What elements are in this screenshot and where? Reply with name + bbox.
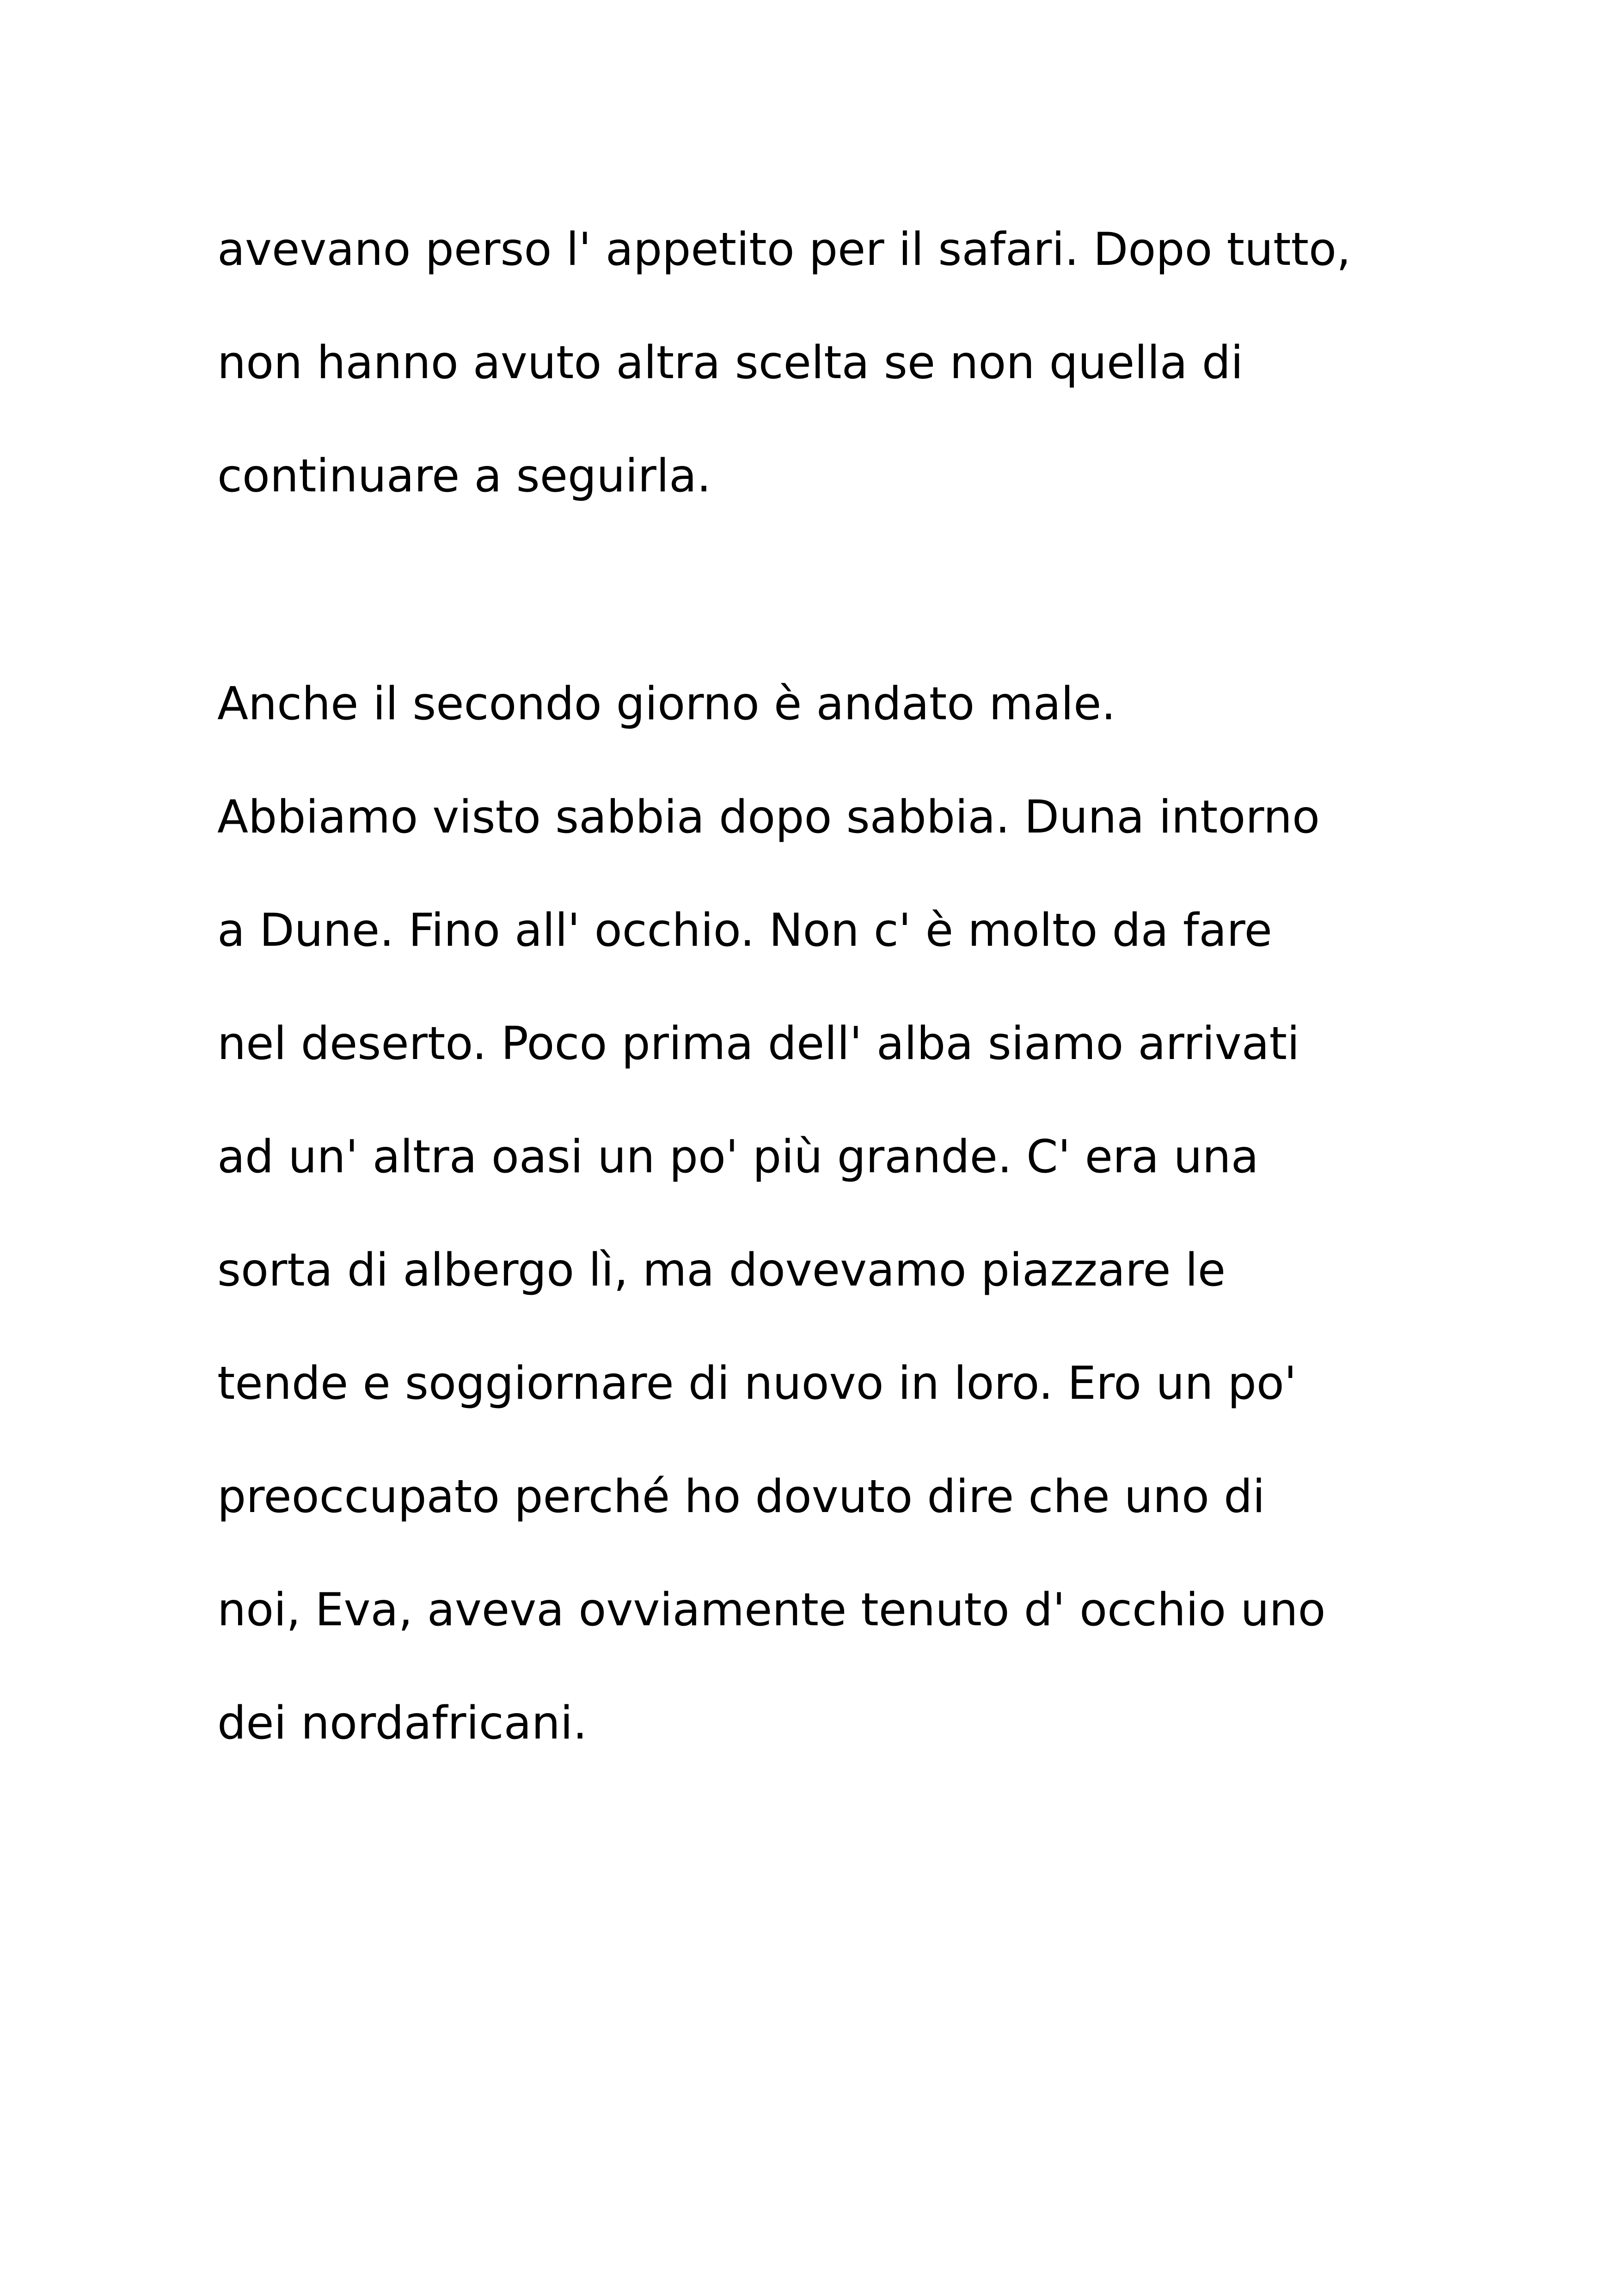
text-line: tende e soggiornare di nuovo in loro. Ero un po' bbox=[217, 1357, 1297, 1410]
text-line: Anche il secondo giorno è andato male. bbox=[217, 678, 1116, 730]
text-line: dei nordafricani. bbox=[217, 1697, 588, 1750]
text-line: avevano perso l' appetito per il safari. Dopo tutto, bbox=[217, 223, 1351, 276]
text-line: a Dune. Fino all' occhio. Non c' è molto da fare bbox=[217, 904, 1272, 957]
text-line: noi, Eva, aveva ovviamente tenuto d' occhio uno bbox=[217, 1584, 1326, 1636]
text-line: ad un' altra oasi un po' più grande. C' era una bbox=[217, 1131, 1259, 1183]
text-line: nel deserto. Poco prima dell' alba siamo arrivati bbox=[217, 1017, 1300, 1070]
text-line: non hanno avuto altra scelta se non quella di bbox=[217, 337, 1244, 389]
text-line: continuare a seguirla. bbox=[217, 450, 711, 502]
text-line: preoccupato perché ho dovuto dire che uno di bbox=[217, 1470, 1265, 1523]
text-line: sorta di albergo lì, ma dovevamo piazzare le bbox=[217, 1244, 1226, 1297]
text-line: Abbiamo visto sabbia dopo sabbia. Duna intorno bbox=[217, 791, 1320, 844]
